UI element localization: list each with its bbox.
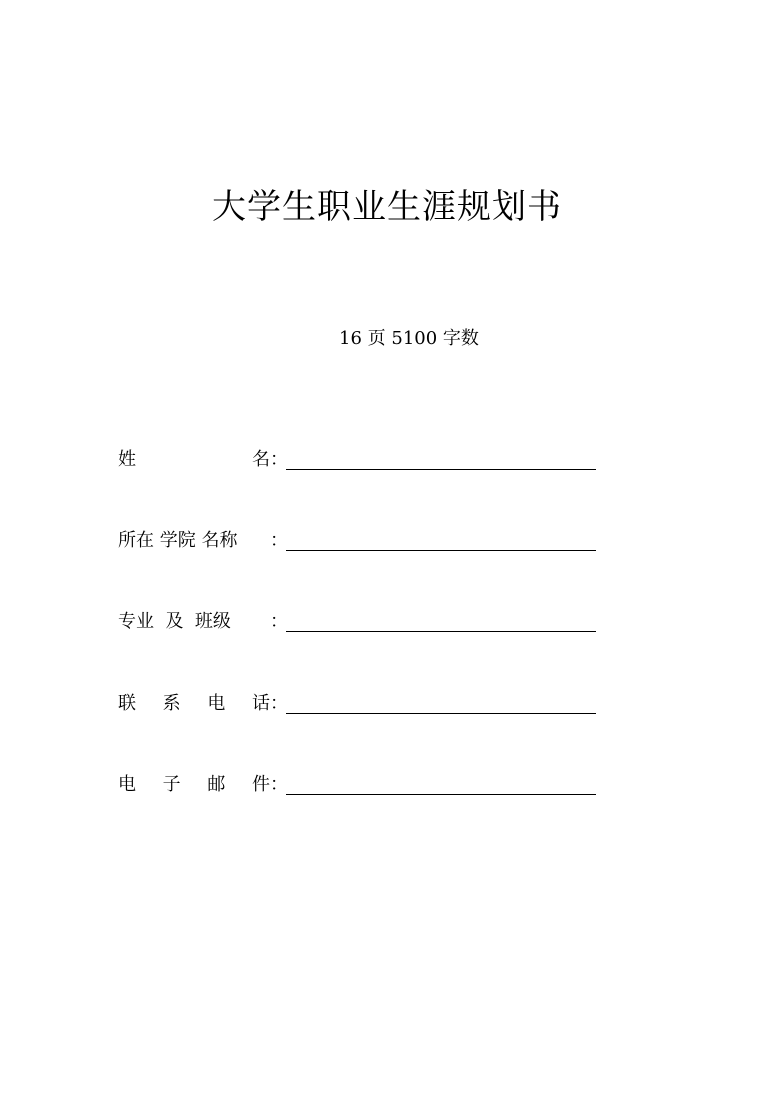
phone-fill-line[interactable] bbox=[286, 713, 596, 714]
label-part: 联 bbox=[118, 693, 136, 714]
form-row-email bbox=[118, 771, 598, 799]
label-part: 姓 bbox=[118, 449, 136, 470]
label-part: 电 bbox=[118, 774, 136, 795]
college-fill-line[interactable] bbox=[286, 550, 596, 551]
field-label-phone bbox=[118, 690, 270, 718]
field-label-major-class: 专业 及 班级 bbox=[118, 611, 231, 632]
field-label-college: 所在 学院 名称 bbox=[118, 530, 238, 551]
field-colon: ： bbox=[270, 693, 288, 714]
name-fill-line[interactable] bbox=[286, 469, 596, 470]
label-part: 话 bbox=[251, 693, 270, 714]
label-part: 名 bbox=[252, 449, 270, 470]
email-fill-line[interactable] bbox=[286, 794, 596, 795]
document-title: 大学生职业生涯规划书 bbox=[212, 187, 562, 227]
label-part: 子 bbox=[162, 774, 181, 795]
field-label-name bbox=[118, 446, 270, 474]
field-label-email bbox=[118, 771, 270, 799]
page-word-count: 16 页 5100 字数 bbox=[339, 328, 479, 349]
label-part: 电 bbox=[207, 693, 226, 714]
label-part: 件 bbox=[251, 774, 270, 795]
major-class-fill-line[interactable] bbox=[286, 631, 596, 632]
form-row-college bbox=[118, 527, 598, 555]
label-part: 邮 bbox=[207, 774, 226, 795]
form-row-major-class bbox=[118, 608, 598, 636]
label-part: 系 bbox=[162, 693, 181, 714]
field-colon: ： bbox=[270, 774, 288, 795]
form-row-name bbox=[118, 446, 598, 474]
field-colon: ： bbox=[270, 449, 288, 470]
field-colon: ： bbox=[270, 611, 288, 632]
form-row-phone bbox=[118, 690, 598, 718]
field-colon: ： bbox=[270, 530, 288, 551]
